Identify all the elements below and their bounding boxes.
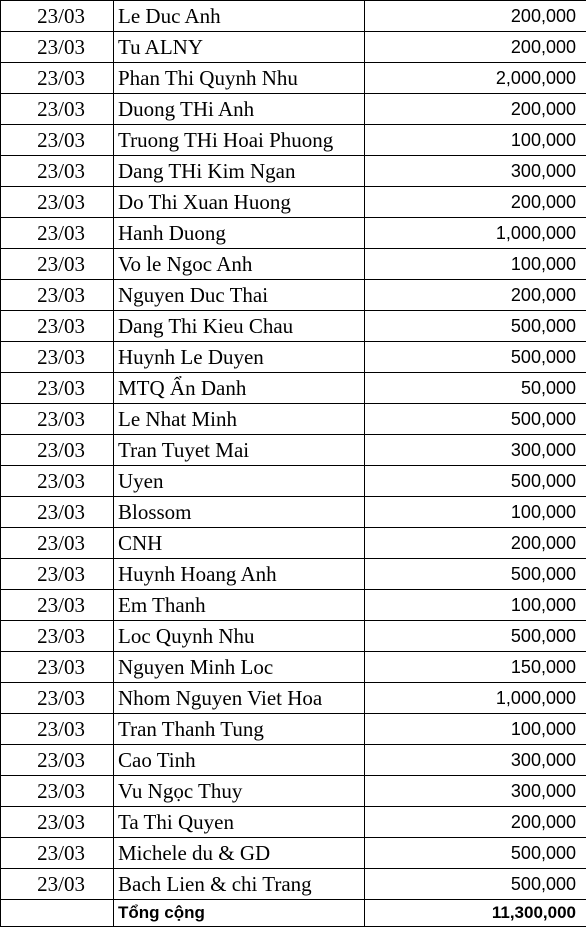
- date-cell[interactable]: 23/03: [1, 280, 114, 311]
- donor-name-cell[interactable]: Dang THi Kim Ngan: [114, 156, 365, 187]
- donor-name-cell[interactable]: Em Thanh: [114, 590, 365, 621]
- donor-name-cell[interactable]: Tran Thanh Tung: [114, 714, 365, 745]
- table-row: [1, 311, 586, 342]
- amount-cell[interactable]: 200,000: [365, 187, 586, 218]
- amount-cell[interactable]: 300,000: [365, 745, 586, 776]
- table-row: [1, 342, 586, 373]
- donor-name-cell[interactable]: Hanh Duong: [114, 218, 365, 249]
- date-cell[interactable]: 23/03: [1, 776, 114, 807]
- table-row: [1, 187, 586, 218]
- date-cell[interactable]: 23/03: [1, 1, 114, 32]
- donor-name-cell[interactable]: Truong THi Hoai Phuong: [114, 125, 365, 156]
- date-cell[interactable]: 23/03: [1, 156, 114, 187]
- donor-name-cell[interactable]: Tu ALNY: [114, 32, 365, 63]
- table-row: [1, 559, 586, 590]
- date-cell[interactable]: 23/03: [1, 32, 114, 63]
- amount-cell[interactable]: 1,000,000: [365, 683, 586, 714]
- date-cell[interactable]: 23/03: [1, 311, 114, 342]
- table-row: [1, 373, 586, 404]
- amount-cell[interactable]: 500,000: [365, 342, 586, 373]
- amount-cell[interactable]: 150,000: [365, 652, 586, 683]
- date-cell[interactable]: 23/03: [1, 94, 114, 125]
- table-row: [1, 652, 586, 683]
- date-cell[interactable]: 23/03: [1, 404, 114, 435]
- amount-cell[interactable]: 500,000: [365, 466, 586, 497]
- donor-name-cell[interactable]: Huynh Hoang Anh: [114, 559, 365, 590]
- donor-name-cell[interactable]: Bach Lien & chi Trang: [114, 869, 365, 900]
- date-cell[interactable]: 23/03: [1, 63, 114, 94]
- amount-cell[interactable]: 100,000: [365, 125, 586, 156]
- table-row: [1, 94, 586, 125]
- amount-cell[interactable]: 50,000: [365, 373, 586, 404]
- donor-name-cell[interactable]: Le Nhat Minh: [114, 404, 365, 435]
- date-cell[interactable]: 23/03: [1, 373, 114, 404]
- date-cell[interactable]: 23/03: [1, 497, 114, 528]
- date-cell[interactable]: 23/03: [1, 559, 114, 590]
- amount-cell[interactable]: 500,000: [365, 621, 586, 652]
- total-date-cell[interactable]: [1, 900, 114, 927]
- amount-cell[interactable]: 1,000,000: [365, 218, 586, 249]
- table-row: [1, 404, 586, 435]
- amount-cell[interactable]: 500,000: [365, 559, 586, 590]
- donor-name-cell[interactable]: CNH: [114, 528, 365, 559]
- table-row: [1, 63, 586, 94]
- amount-cell[interactable]: 200,000: [365, 94, 586, 125]
- table-row: [1, 590, 586, 621]
- table-row: [1, 621, 586, 652]
- table-row: [1, 32, 586, 63]
- table-row: [1, 776, 586, 807]
- donor-name-cell[interactable]: Blossom: [114, 497, 365, 528]
- date-cell[interactable]: 23/03: [1, 621, 114, 652]
- donor-name-cell[interactable]: Phan Thi Quynh Nhu: [114, 63, 365, 94]
- donor-name-cell[interactable]: Loc Quynh Nhu: [114, 621, 365, 652]
- date-cell[interactable]: 23/03: [1, 218, 114, 249]
- amount-cell[interactable]: 300,000: [365, 776, 586, 807]
- donor-name-cell[interactable]: Duong THi Anh: [114, 94, 365, 125]
- date-cell[interactable]: 23/03: [1, 187, 114, 218]
- donor-name-cell[interactable]: Cao Tinh: [114, 745, 365, 776]
- date-cell[interactable]: 23/03: [1, 745, 114, 776]
- donor-name-cell[interactable]: Vo le Ngoc Anh: [114, 249, 365, 280]
- date-cell[interactable]: 23/03: [1, 714, 114, 745]
- amount-cell[interactable]: 200,000: [365, 528, 586, 559]
- date-cell[interactable]: 23/03: [1, 466, 114, 497]
- table-row: [1, 714, 586, 745]
- donor-name-cell[interactable]: Dang Thi Kieu Chau: [114, 311, 365, 342]
- date-cell[interactable]: 23/03: [1, 652, 114, 683]
- date-cell[interactable]: 23/03: [1, 590, 114, 621]
- total-row: [1, 900, 586, 927]
- amount-cell[interactable]: 200,000: [365, 280, 586, 311]
- donor-name-cell[interactable]: Do Thi Xuan Huong: [114, 187, 365, 218]
- table-row: [1, 156, 586, 187]
- amount-cell[interactable]: 300,000: [365, 435, 586, 466]
- table-row: [1, 528, 586, 559]
- amount-cell[interactable]: 500,000: [365, 838, 586, 869]
- amount-cell[interactable]: 300,000: [365, 156, 586, 187]
- amount-cell[interactable]: 100,000: [365, 249, 586, 280]
- amount-cell[interactable]: 2,000,000: [365, 63, 586, 94]
- table-row: [1, 435, 586, 466]
- amount-cell[interactable]: 100,000: [365, 714, 586, 745]
- date-cell[interactable]: 23/03: [1, 249, 114, 280]
- table-row: [1, 466, 586, 497]
- amount-cell[interactable]: 500,000: [365, 869, 586, 900]
- donor-name-cell[interactable]: Nhom Nguyen Viet Hoa: [114, 683, 365, 714]
- total-label[interactable]: Tổng cộng: [114, 900, 365, 927]
- amount-cell[interactable]: 100,000: [365, 590, 586, 621]
- table-row: [1, 125, 586, 156]
- donation-rows: [1, 1, 586, 900]
- table-row: [1, 807, 586, 838]
- donor-name-cell[interactable]: Uyen: [114, 466, 365, 497]
- donor-name-cell[interactable]: Huynh Le Duyen: [114, 342, 365, 373]
- date-cell[interactable]: 23/03: [1, 807, 114, 838]
- amount-cell[interactable]: 500,000: [365, 404, 586, 435]
- date-cell[interactable]: 23/03: [1, 125, 114, 156]
- donor-name-cell[interactable]: Michele du & GD: [114, 838, 365, 869]
- donor-name-cell[interactable]: Ta Thi Quyen: [114, 807, 365, 838]
- total-amount[interactable]: 11,300,000: [365, 900, 586, 927]
- table-row: [1, 218, 586, 249]
- date-cell[interactable]: 23/03: [1, 869, 114, 900]
- donor-name-cell[interactable]: Tran Tuyet Mai: [114, 435, 365, 466]
- donor-name-cell[interactable]: Le Duc Anh: [114, 1, 365, 32]
- donor-name-cell[interactable]: Vu Ngọc Thuy: [114, 776, 365, 807]
- amount-cell[interactable]: 100,000: [365, 497, 586, 528]
- donor-name-cell[interactable]: MTQ Ẩn Danh: [114, 373, 365, 404]
- table-row: [1, 249, 586, 280]
- amount-cell[interactable]: 200,000: [365, 1, 586, 32]
- table-row: [1, 745, 586, 776]
- donor-name-cell[interactable]: Nguyen Duc Thai: [114, 280, 365, 311]
- date-cell[interactable]: 23/03: [1, 342, 114, 373]
- date-cell[interactable]: 23/03: [1, 528, 114, 559]
- table-row: [1, 683, 586, 714]
- amount-cell[interactable]: 500,000: [365, 311, 586, 342]
- amount-cell[interactable]: 200,000: [365, 807, 586, 838]
- donor-name-cell[interactable]: Nguyen Minh Loc: [114, 652, 365, 683]
- table-row: [1, 869, 586, 900]
- date-cell[interactable]: 23/03: [1, 683, 114, 714]
- table-row: [1, 1, 586, 32]
- date-cell[interactable]: 23/03: [1, 838, 114, 869]
- table-row: [1, 497, 586, 528]
- amount-cell[interactable]: 200,000: [365, 32, 586, 63]
- table-row: [1, 838, 586, 869]
- date-cell[interactable]: 23/03: [1, 435, 114, 466]
- table-row: [1, 280, 586, 311]
